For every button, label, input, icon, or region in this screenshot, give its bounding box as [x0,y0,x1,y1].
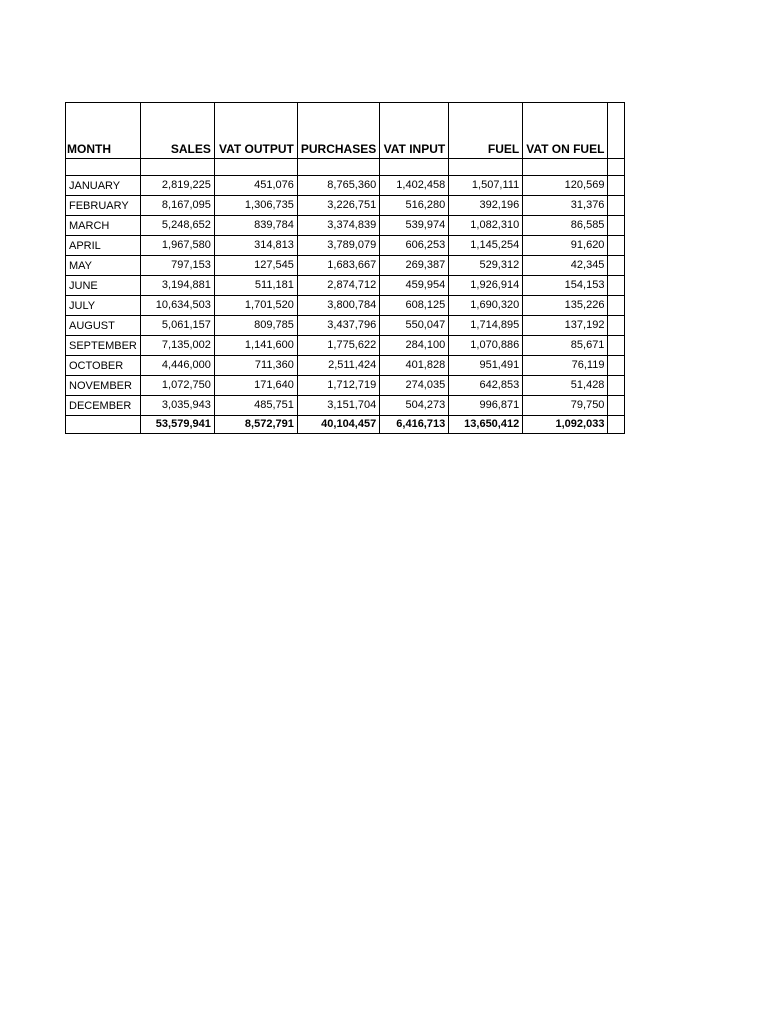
table-row [66,316,625,336]
empty-cell [66,159,141,176]
vat-on-fuel-cell: 51,428 [523,376,608,396]
vat-output-cell: 1,141,600 [214,336,297,356]
vat-output-cell: 1,306,735 [214,196,297,216]
sales-cell: 1,072,750 [140,376,214,396]
purchases-cell: 2,511,424 [297,356,379,376]
table-row [66,196,625,216]
fuel-cell: 1,926,914 [449,276,523,296]
vat-input-cell: 550,047 [380,316,449,336]
vat-output-cell: 314,813 [214,236,297,256]
fuel-cell: 1,690,320 [449,296,523,316]
empty-cell [608,336,625,356]
empty-cell [608,396,625,416]
vat-input-cell: 516,280 [380,196,449,216]
vat-input-cell: 269,387 [380,256,449,276]
vat-output-cell: 511,181 [214,276,297,296]
vat-on-fuel-cell: 42,345 [523,256,608,276]
vat-input-cell: 401,828 [380,356,449,376]
vat-input-cell: 608,125 [380,296,449,316]
empty-cell [608,296,625,316]
empty-cell [608,416,625,434]
empty-cell [297,159,379,176]
empty-cell [380,159,449,176]
empty-cell [608,176,625,196]
purchases-cell: 2,874,712 [297,276,379,296]
table-row [66,276,625,296]
fuel-cell: 1,714,895 [449,316,523,336]
purchases-cell: 3,437,796 [297,316,379,336]
purchases-cell: 3,226,751 [297,196,379,216]
purchases-cell: 8,765,360 [297,176,379,196]
header-purchases: PURCHASES [297,103,379,159]
total-purchases-cell: 40,104,457 [297,416,379,434]
empty-cell [608,236,625,256]
empty-cell [214,159,297,176]
month-cell: APRIL [66,236,141,256]
vat-input-cell: 459,954 [380,276,449,296]
purchases-cell: 1,712,719 [297,376,379,396]
sales-cell: 797,153 [140,256,214,276]
table-row [66,296,625,316]
sales-cell: 7,135,002 [140,336,214,356]
sales-cell: 2,819,225 [140,176,214,196]
fuel-cell: 1,082,310 [449,216,523,236]
month-cell: MAY [66,256,141,276]
month-cell: NOVEMBER [66,376,141,396]
purchases-cell: 3,800,784 [297,296,379,316]
vat-output-cell: 451,076 [214,176,297,196]
vat-input-cell: 539,974 [380,216,449,236]
fuel-cell: 1,145,254 [449,236,523,256]
vat-summary-table [65,102,625,434]
header-sales: SALES [140,103,214,159]
vat-on-fuel-cell: 85,671 [523,336,608,356]
sales-cell: 5,248,652 [140,216,214,236]
purchases-cell: 3,151,704 [297,396,379,416]
sales-cell: 4,446,000 [140,356,214,376]
sales-cell: 1,967,580 [140,236,214,256]
empty-cell [608,316,625,336]
vat-output-cell: 711,360 [214,356,297,376]
table-row [66,256,625,276]
empty-cell [449,159,523,176]
vat-on-fuel-cell: 135,226 [523,296,608,316]
vat-input-cell: 1,402,458 [380,176,449,196]
sales-cell: 10,634,503 [140,296,214,316]
fuel-cell: 996,871 [449,396,523,416]
fuel-cell: 642,853 [449,376,523,396]
sales-cell: 8,167,095 [140,196,214,216]
table-row [66,336,625,356]
vat-on-fuel-cell: 137,192 [523,316,608,336]
table-row [66,396,625,416]
month-cell: JULY [66,296,141,316]
total-vat-output-cell: 8,572,791 [214,416,297,434]
purchases-cell: 3,789,079 [297,236,379,256]
vat-on-fuel-cell: 91,620 [523,236,608,256]
vat-output-cell: 839,784 [214,216,297,236]
header-vat-input: VAT INPUT [380,103,449,159]
fuel-cell: 1,070,886 [449,336,523,356]
header-month: MONTH [66,103,141,159]
vat-on-fuel-cell: 86,585 [523,216,608,236]
purchases-cell: 1,775,622 [297,336,379,356]
totals-row [66,416,625,434]
table-row [66,376,625,396]
table-row [66,176,625,196]
sales-cell: 5,061,157 [140,316,214,336]
purchases-cell: 3,374,839 [297,216,379,236]
vat-on-fuel-cell: 76,119 [523,356,608,376]
empty-cell [66,416,141,434]
empty-cell [140,159,214,176]
sales-cell: 3,035,943 [140,396,214,416]
total-vat-on-fuel-cell: 1,092,033 [523,416,608,434]
vat-input-cell: 274,035 [380,376,449,396]
total-vat-input-cell: 6,416,713 [380,416,449,434]
fuel-cell: 1,507,111 [449,176,523,196]
vat-output-cell: 127,545 [214,256,297,276]
fuel-cell: 392,196 [449,196,523,216]
header-vat-output: VAT OUTPUT [214,103,297,159]
vat-on-fuel-cell: 120,569 [523,176,608,196]
month-cell: JANUARY [66,176,141,196]
vat-input-cell: 606,253 [380,236,449,256]
sales-cell: 3,194,881 [140,276,214,296]
vat-on-fuel-cell: 31,376 [523,196,608,216]
total-sales-cell: 53,579,941 [140,416,214,434]
empty-cell [608,216,625,236]
empty-cell [523,159,608,176]
month-cell: FEBRUARY [66,196,141,216]
month-cell: OCTOBER [66,356,141,376]
table-row [66,356,625,376]
fuel-cell: 529,312 [449,256,523,276]
table-row [66,236,625,256]
vat-output-cell: 171,640 [214,376,297,396]
vat-on-fuel-cell: 79,750 [523,396,608,416]
empty-cell [608,196,625,216]
header-fuel: FUEL [449,103,523,159]
month-cell: AUGUST [66,316,141,336]
vat-input-cell: 284,100 [380,336,449,356]
vat-output-cell: 809,785 [214,316,297,336]
empty-cell [608,376,625,396]
month-cell: DECEMBER [66,396,141,416]
table-row [66,216,625,236]
month-cell: MARCH [66,216,141,236]
header-empty-cell [608,103,625,159]
total-fuel-cell: 13,650,412 [449,416,523,434]
header-vat-on-fuel: VAT ON FUEL [523,103,608,159]
purchases-cell: 1,683,667 [297,256,379,276]
vat-output-cell: 1,701,520 [214,296,297,316]
vat-output-cell: 485,751 [214,396,297,416]
month-cell: SEPTEMBER [66,336,141,356]
header-row [66,103,625,159]
spacer-row [66,159,625,176]
vat-on-fuel-cell: 154,153 [523,276,608,296]
fuel-cell: 951,491 [449,356,523,376]
empty-cell [608,159,625,176]
empty-cell [608,356,625,376]
empty-cell [608,256,625,276]
vat-input-cell: 504,273 [380,396,449,416]
month-cell: JUNE [66,276,141,296]
empty-cell [608,276,625,296]
